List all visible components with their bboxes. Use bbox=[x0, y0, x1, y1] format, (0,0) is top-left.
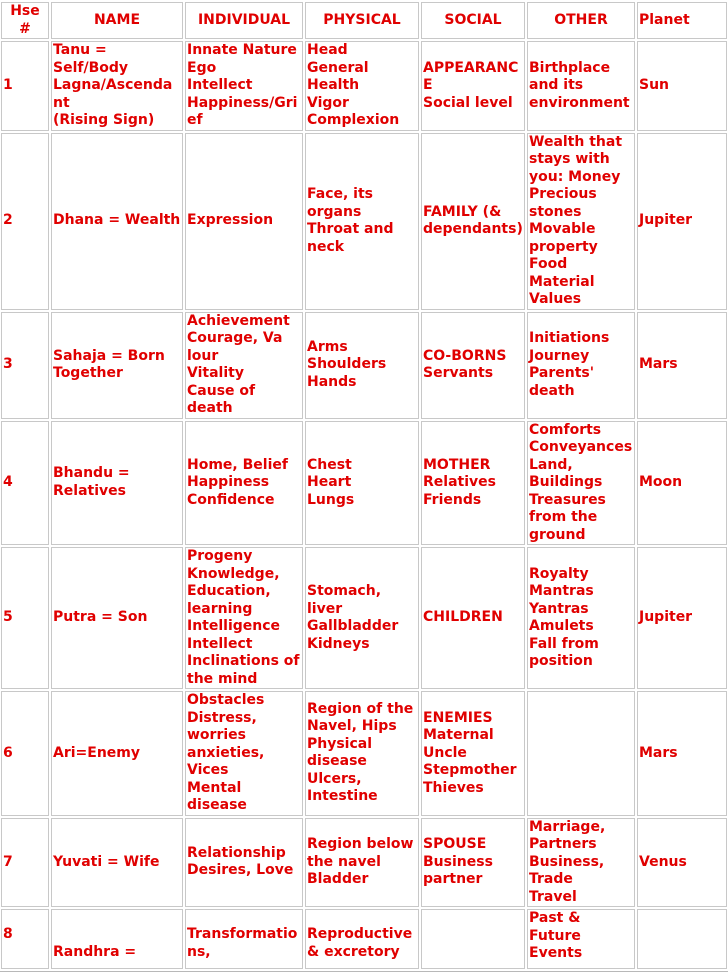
cell-social bbox=[421, 133, 525, 310]
cell-line: (Rising Sign) bbox=[53, 112, 155, 128]
cell-planet: Mars bbox=[637, 691, 727, 816]
cell-line: Events bbox=[529, 945, 583, 961]
cell-line: Mantras bbox=[529, 583, 594, 599]
cell-line: death bbox=[529, 382, 575, 399]
cell-line: Confidence bbox=[187, 491, 275, 508]
cell-physical bbox=[305, 691, 419, 816]
header-social: SOCIAL bbox=[421, 2, 525, 39]
cell-line: Courage, Va bbox=[187, 330, 283, 346]
cell-individual bbox=[185, 133, 303, 310]
cell-line: ground bbox=[529, 526, 586, 543]
header-individual: INDIVIDUAL bbox=[185, 2, 303, 39]
cell-name bbox=[51, 421, 183, 546]
cell-line: Knowledge, bbox=[187, 565, 280, 582]
cell-name bbox=[51, 818, 183, 908]
cell-line: Sahaja = Born bbox=[53, 347, 165, 364]
cell-social bbox=[421, 41, 525, 131]
cell-line: Conveyances bbox=[529, 439, 633, 455]
cell-line: Putra = Son bbox=[53, 609, 148, 626]
cell-line: Servants bbox=[423, 365, 494, 381]
header-physical: PHYSICAL bbox=[305, 2, 419, 39]
cell-line: liver bbox=[307, 600, 343, 617]
cell-line: Randhra = bbox=[53, 944, 137, 960]
cell-line: the navel bbox=[307, 853, 381, 870]
cell-planet bbox=[637, 909, 727, 969]
cell-line: Trade bbox=[529, 871, 573, 887]
cell-house: 5 bbox=[1, 547, 49, 689]
cell-line: and its bbox=[529, 77, 584, 93]
cell-line: lour bbox=[187, 347, 219, 364]
cell-line: nt bbox=[53, 94, 70, 111]
cell-line: Parents' bbox=[529, 365, 595, 381]
cell-line: Navel, Hips bbox=[307, 718, 397, 735]
table-row bbox=[1, 818, 727, 908]
cell-line: Innate Nature bbox=[187, 42, 297, 58]
cell-house: 7 bbox=[1, 818, 49, 908]
header-other: OTHER bbox=[527, 2, 635, 39]
cell-planet: Venus bbox=[637, 818, 727, 908]
cell-line: E bbox=[423, 77, 433, 93]
cell-line: Heart bbox=[307, 474, 352, 490]
cell-physical bbox=[305, 818, 419, 908]
cell-name bbox=[51, 133, 183, 310]
cell-line: you: Money bbox=[529, 168, 621, 185]
cell-line: Inclinations of bbox=[187, 653, 300, 669]
cell-individual bbox=[185, 421, 303, 546]
cell-individual bbox=[185, 312, 303, 419]
cell-other bbox=[527, 909, 635, 969]
cell-line: Values bbox=[529, 291, 582, 307]
cell-line: Lagna/Ascenda bbox=[53, 77, 173, 93]
cell-physical bbox=[305, 312, 419, 419]
cell-house: 2 bbox=[1, 133, 49, 310]
header-row bbox=[1, 2, 727, 39]
cell-other bbox=[527, 133, 635, 310]
cell-line: Together bbox=[53, 365, 123, 381]
cell-name bbox=[51, 547, 183, 689]
cell-line: Royalty bbox=[529, 565, 589, 582]
cell-line: Intellect bbox=[187, 635, 253, 652]
cell-physical bbox=[305, 909, 419, 969]
cell-line: Happiness/Gri bbox=[187, 94, 298, 111]
cell-line: Relationship bbox=[187, 844, 286, 861]
cell-line: Region of the bbox=[307, 700, 414, 717]
cell-line: Intellect bbox=[187, 77, 253, 93]
cell-line: Region below bbox=[307, 836, 414, 852]
cell-social bbox=[421, 691, 525, 816]
cell-line: environment bbox=[529, 94, 630, 111]
cell-line: Kidneys bbox=[307, 635, 370, 652]
cell-name bbox=[51, 41, 183, 131]
cell-line: Journey bbox=[529, 347, 590, 364]
cell-line: disease bbox=[187, 797, 247, 813]
cell-individual bbox=[185, 691, 303, 816]
cell-line: Vigor bbox=[307, 94, 349, 111]
cell-other bbox=[527, 818, 635, 908]
cell-line: Buildings bbox=[529, 474, 603, 490]
cell-line: Initiations bbox=[529, 330, 610, 346]
cell-physical bbox=[305, 41, 419, 131]
cell-line: ef bbox=[187, 112, 203, 128]
cell-name bbox=[51, 312, 183, 419]
cell-line: Head bbox=[307, 42, 348, 58]
cell-line: Treasures bbox=[529, 491, 606, 508]
cell-line: position bbox=[529, 653, 593, 669]
table-row bbox=[1, 421, 727, 546]
cell-line: SPOUSE bbox=[423, 836, 487, 852]
table-row bbox=[1, 133, 727, 310]
cell-line: Desires, Love bbox=[187, 862, 294, 879]
cell-line: partner bbox=[423, 871, 483, 887]
cell-line: Relatives bbox=[53, 482, 126, 499]
cell-line: Partners bbox=[529, 836, 597, 852]
cell-line: FAMILY (& bbox=[423, 203, 502, 220]
cell-line: CHILDREN bbox=[423, 609, 503, 626]
cell-line: Throat and bbox=[307, 221, 394, 237]
cell-line: Thieves bbox=[423, 779, 484, 796]
cell-line: Obstacles bbox=[187, 692, 265, 708]
cell-line: Yantras bbox=[529, 600, 589, 617]
cell-line: Tanu = bbox=[53, 42, 107, 58]
table-row bbox=[1, 691, 727, 816]
cell-individual bbox=[185, 909, 303, 969]
cell-line: Vices bbox=[187, 762, 229, 778]
cell-social bbox=[421, 312, 525, 419]
cell-planet: Moon bbox=[637, 421, 727, 546]
cell-line: Transformatio bbox=[187, 926, 298, 942]
cell-physical bbox=[305, 421, 419, 546]
cell-individual bbox=[185, 41, 303, 131]
cell-physical bbox=[305, 133, 419, 310]
cell-line: Precious bbox=[529, 186, 597, 202]
cell-line: Ari=Enemy bbox=[53, 744, 141, 761]
cell-line: Marriage, bbox=[529, 818, 606, 835]
cell-house: 6 bbox=[1, 691, 49, 816]
cell-other bbox=[527, 41, 635, 131]
table-row bbox=[1, 547, 727, 689]
cell-line: Ulcers, bbox=[307, 770, 362, 787]
cell-line: Physical bbox=[307, 735, 373, 752]
cell-line: Education, bbox=[187, 583, 271, 599]
cell-individual bbox=[185, 547, 303, 689]
cell-line: Shoulders bbox=[307, 356, 387, 373]
cell-line: neck bbox=[307, 238, 345, 255]
cell-line: Mental bbox=[187, 779, 242, 796]
cell-line: Lungs bbox=[307, 491, 355, 508]
cell-other bbox=[527, 547, 635, 689]
cell-line: Home, Belief bbox=[187, 456, 288, 473]
cell-line: Comforts bbox=[529, 421, 602, 438]
cell-line: anxieties, bbox=[187, 744, 265, 761]
cell-line: learning bbox=[187, 600, 253, 617]
cell-line: death bbox=[187, 400, 233, 416]
cell-line: Relatives bbox=[423, 474, 496, 490]
cell-social bbox=[421, 547, 525, 689]
cell-line: Cause of bbox=[187, 382, 256, 399]
cell-name bbox=[51, 691, 183, 816]
cell-individual bbox=[185, 818, 303, 908]
cell-line: Yuvati = Wife bbox=[53, 853, 160, 870]
cell-line: Dhana = Wealth bbox=[53, 212, 181, 229]
cell-line: Social level bbox=[423, 94, 513, 111]
cell-planet: Jupiter bbox=[637, 547, 727, 689]
cell-line: Stepmother bbox=[423, 762, 517, 778]
table-row bbox=[1, 41, 727, 131]
cell-line: Travel bbox=[529, 888, 577, 905]
cell-house: 4 bbox=[1, 421, 49, 546]
header-planet: Planet bbox=[637, 2, 727, 39]
cell-other bbox=[527, 312, 635, 419]
cell-line: Stomach, bbox=[307, 583, 382, 599]
cell-line: Friends bbox=[423, 491, 482, 508]
cell-line: stones bbox=[529, 203, 582, 220]
cell-line: Expression bbox=[187, 212, 274, 229]
cell-line: Land, bbox=[529, 456, 573, 473]
cell-line: Distress, bbox=[187, 709, 257, 726]
cell-house: 3 bbox=[1, 312, 49, 419]
cell-line: Business bbox=[423, 853, 493, 870]
table-row bbox=[1, 909, 727, 969]
header-house: Hse # bbox=[1, 2, 49, 39]
cell-line: Maternal bbox=[423, 727, 494, 743]
cell-planet: Sun bbox=[637, 41, 727, 131]
cell-line: Intestine bbox=[307, 788, 378, 805]
cell-line: Amulets bbox=[529, 618, 594, 634]
table-row bbox=[1, 312, 727, 419]
header-name: NAME bbox=[51, 2, 183, 39]
cell-social bbox=[421, 909, 525, 969]
cell-line: Material bbox=[529, 273, 595, 290]
cell-line: Past & bbox=[529, 910, 581, 926]
cell-line: organs bbox=[307, 203, 362, 220]
cell-social bbox=[421, 818, 525, 908]
cell-line: Gallbladder bbox=[307, 618, 399, 634]
cell-line: Health bbox=[307, 77, 360, 93]
cell-line: stays with bbox=[529, 151, 610, 167]
cell-line: & excretory bbox=[307, 943, 400, 960]
cell-other bbox=[527, 691, 635, 816]
cell-line: Future bbox=[529, 927, 581, 944]
cell-line: from the bbox=[529, 509, 598, 525]
cell-line: Bladder bbox=[307, 871, 369, 887]
cell-line: the mind bbox=[187, 670, 258, 687]
cell-line: Reproductive bbox=[307, 926, 413, 942]
cell-line: Happiness bbox=[187, 474, 270, 490]
cell-line: Fall from bbox=[529, 635, 599, 652]
cell-line: dependants) bbox=[423, 221, 523, 237]
cell-line: Business, bbox=[529, 853, 605, 870]
cell-line: General bbox=[307, 59, 369, 76]
cell-social bbox=[421, 421, 525, 546]
cell-line: Birthplace bbox=[529, 59, 611, 76]
cell-line: Self/Body bbox=[53, 59, 129, 76]
cell-line: Bhandu = bbox=[53, 465, 130, 482]
cell-line: property bbox=[529, 238, 598, 255]
cell-line: Wealth that bbox=[529, 133, 623, 150]
cell-line: Complexion bbox=[307, 112, 400, 128]
cell-name bbox=[51, 909, 183, 969]
cell-line: APPEARANC bbox=[423, 59, 519, 76]
cell-line: Hands bbox=[307, 373, 357, 390]
cell-house: 8 bbox=[1, 909, 49, 969]
cell-line: Ego bbox=[187, 59, 217, 76]
cell-planet: Jupiter bbox=[637, 133, 727, 310]
cell-line: Movable bbox=[529, 221, 596, 237]
cell-line: Achievement bbox=[187, 312, 290, 329]
cell-line: CO-BORNS bbox=[423, 347, 507, 364]
cell-line: Food bbox=[529, 256, 568, 272]
cell-line: Arms bbox=[307, 338, 348, 355]
cell-line: Progeny bbox=[187, 548, 253, 564]
cell-physical bbox=[305, 547, 419, 689]
cell-line: Chest bbox=[307, 456, 352, 473]
cell-house: 1 bbox=[1, 41, 49, 131]
cell-line: Vitality bbox=[187, 365, 244, 381]
cell-line: MOTHER bbox=[423, 456, 491, 473]
cell-line: Face, its bbox=[307, 186, 374, 202]
cell-other bbox=[527, 421, 635, 546]
cell-planet: Mars bbox=[637, 312, 727, 419]
cell-line: ns, bbox=[187, 943, 211, 960]
cell-line: disease bbox=[307, 753, 367, 770]
cell-line: Uncle bbox=[423, 744, 467, 761]
cell-line: worries bbox=[187, 727, 246, 743]
cell-line: Intelligence bbox=[187, 618, 281, 634]
cell-line: ENEMIES bbox=[423, 709, 493, 726]
